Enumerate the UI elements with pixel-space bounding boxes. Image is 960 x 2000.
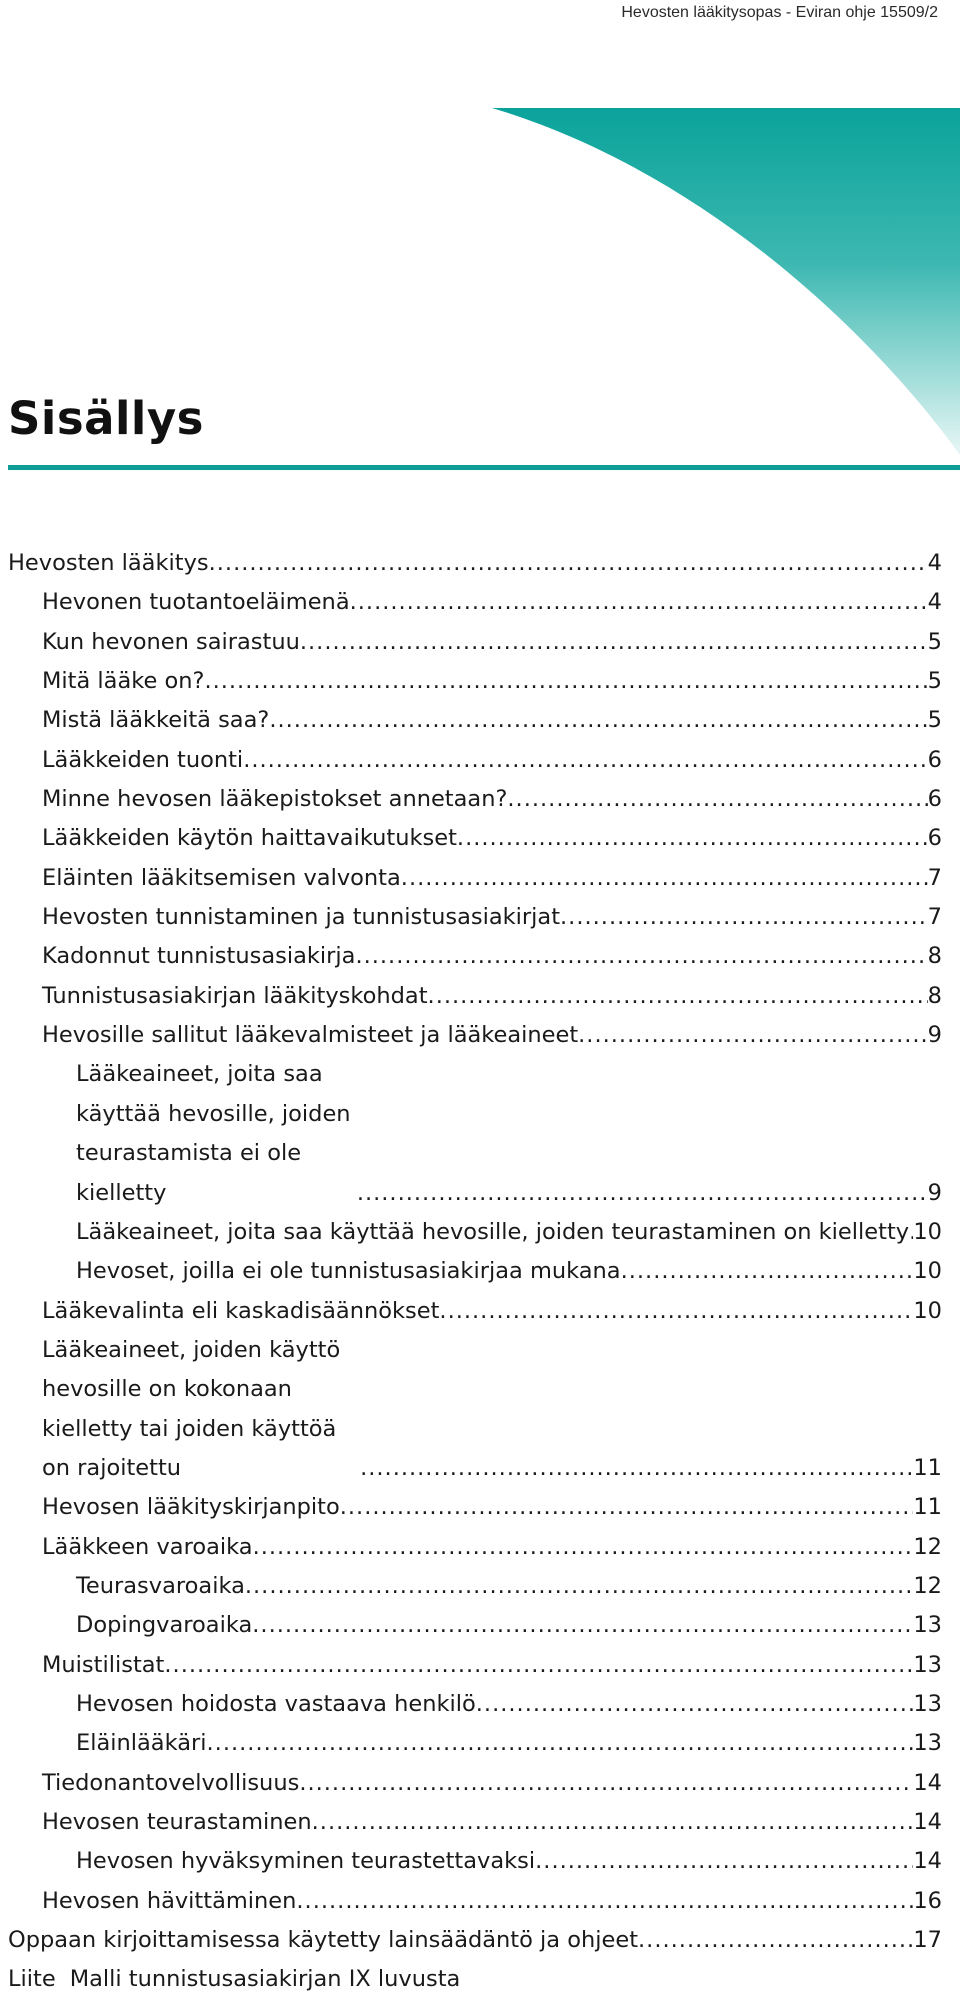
toc-entry-page: 13 <box>913 1612 942 1639</box>
toc-entry-label: Hevosille sallitut lääkevalmisteet ja lääkeaineet <box>42 1022 579 1049</box>
toc-entry[interactable] <box>8 1055 942 1212</box>
appendix-label: Liite <box>8 1966 56 1993</box>
toc-entry-label: Oppaan kirjoittamisessa käytetty lainsäädäntö ja ohjeet <box>8 1927 639 1954</box>
toc-entry-label: Hevosen lääkityskirjanpito <box>42 1494 340 1521</box>
dot-leader <box>269 701 927 740</box>
toc-entry-page: 5 <box>927 707 942 734</box>
dot-leader <box>300 623 928 662</box>
toc-entry[interactable] <box>8 780 942 819</box>
toc-entry-label: Mitä lääke on? <box>42 668 205 695</box>
toc-entry[interactable] <box>8 1921 942 1960</box>
toc-entry-page: 11 <box>913 1454 942 1481</box>
dot-leader <box>252 1606 913 1645</box>
toc-entry[interactable] <box>8 937 942 976</box>
toc-entry-label: Lääkeaineet, joita saa käyttää hevosille, joiden teurastamista ei ole kielletty <box>76 1061 351 1206</box>
toc-entry-label: Muistilistat <box>42 1651 165 1678</box>
table-of-contents <box>8 544 942 2000</box>
toc-entry-label: Hevosten tunnistaminen ja tunnistusasiakirjat <box>42 904 561 931</box>
toc-entry-label: Dopingvaroaika <box>76 1612 253 1639</box>
dot-leader <box>401 859 928 898</box>
dot-leader <box>207 1724 914 1763</box>
toc-entry-label: Tiedonantovelvollisuus <box>42 1769 300 1796</box>
toc-entry[interactable] <box>8 1292 942 1331</box>
toc-entry-page: 8 <box>927 943 942 970</box>
toc-entry[interactable] <box>8 1842 942 1881</box>
dot-leader <box>428 977 928 1016</box>
toc-entry[interactable] <box>8 1567 942 1606</box>
toc-entry[interactable] <box>8 1331 942 1488</box>
toc-entry-label: Tunnistusasiakirjan lääkityskohdat <box>42 982 428 1009</box>
toc-entry-page: 10 <box>913 1297 942 1324</box>
toc-entry-page: 4 <box>927 589 942 616</box>
dot-leader <box>164 1646 913 1685</box>
toc-entry-page: 9 <box>927 1022 942 1049</box>
dot-leader <box>360 1449 913 1488</box>
dot-leader <box>357 1174 928 1213</box>
toc-entry-page: 5 <box>927 668 942 695</box>
page-title: Sisällys <box>8 392 204 445</box>
dot-leader <box>578 1016 928 1055</box>
dot-leader <box>507 780 927 819</box>
toc-entry-page: 14 <box>913 1769 942 1796</box>
toc-entry-label: Lääkeaineet, joiden käyttö hevosille on kokonaan kielletty tai joiden käyttöä on rajoitettu <box>42 1336 341 1481</box>
dot-leader <box>638 1921 913 1960</box>
toc-entry[interactable] <box>8 544 942 583</box>
toc-entry-page: 10 <box>913 1258 942 1285</box>
toc-entry-page: 13 <box>913 1730 942 1757</box>
toc-entry-page: 7 <box>927 864 942 891</box>
toc-entry-label: Eläinlääkäri <box>76 1730 207 1757</box>
toc-entry-label: Hevoset, joilla ei ole tunnistusasiakirjaa mukana <box>76 1258 621 1285</box>
toc-entry-page: 16 <box>913 1887 942 1914</box>
toc-entry-label: Eläinten lääkitsemisen valvonta <box>42 864 401 891</box>
toc-entry[interactable] <box>8 1213 942 1252</box>
toc-entry-label: Hevonen tuotantoeläimenä <box>42 589 350 616</box>
dot-leader <box>355 937 927 976</box>
toc-entry-page: 5 <box>927 628 942 655</box>
dot-leader <box>209 544 928 583</box>
toc-entry-page: 11 <box>913 1494 942 1521</box>
toc-entry[interactable] <box>8 741 942 780</box>
dot-leader <box>299 1764 913 1803</box>
toc-entry-label: Lääkeaineet, joita saa käyttää hevosille, joiden teurastaminen on kielletty <box>76 1218 910 1245</box>
dot-leader <box>204 662 927 701</box>
dot-leader <box>340 1488 914 1527</box>
toc-entry-label: Lääkkeen varoaika <box>42 1533 253 1560</box>
toc-entry[interactable] <box>8 898 942 937</box>
toc-entry[interactable] <box>8 1606 942 1645</box>
toc-entry-page: 13 <box>913 1651 942 1678</box>
toc-entry-page: 7 <box>927 904 942 931</box>
dot-leader <box>457 819 928 858</box>
toc-entry[interactable] <box>8 1803 942 1842</box>
toc-entry[interactable] <box>8 623 942 662</box>
toc-entry-page: 14 <box>913 1848 942 1875</box>
title-underline <box>8 465 960 470</box>
toc-entry-label: Hevosen hyväksyminen teurastettavaksi <box>76 1848 536 1875</box>
toc-entry-label: Lääkkeiden käytön haittavaikutukset <box>42 825 457 852</box>
toc-entry-label: Mistä lääkkeitä saa? <box>42 707 270 734</box>
dot-leader <box>312 1803 914 1842</box>
appendix-entry[interactable] <box>8 1960 942 1999</box>
toc-entry-page: 6 <box>927 825 942 852</box>
swoosh-shape <box>492 108 960 455</box>
toc-entry-page: 4 <box>927 550 942 576</box>
toc-entry-page: 8 <box>927 982 942 1009</box>
toc-entry-page: 13 <box>913 1690 942 1717</box>
toc-entry-page: 14 <box>913 1809 942 1835</box>
dot-leader <box>476 1685 914 1724</box>
toc-entry-page: 6 <box>927 746 942 773</box>
toc-entry[interactable] <box>8 859 942 898</box>
toc-entry-label: Hevosen hoidosta vastaava henkilö <box>76 1690 476 1717</box>
toc-entry[interactable] <box>8 1016 942 1055</box>
toc-entry[interactable] <box>8 583 942 622</box>
dot-leader <box>296 1882 913 1921</box>
toc-entry-page: 6 <box>927 786 942 813</box>
toc-entry-page: 17 <box>913 1927 942 1954</box>
toc-entry-page: 12 <box>913 1533 942 1560</box>
toc-entry-label: Teurasvaroaika <box>76 1572 245 1599</box>
toc-entry-label: Hevosen hävittäminen <box>42 1887 297 1914</box>
toc-entry-label: Hevosten lääkitys <box>8 550 209 576</box>
running-header: Hevosten lääkitysopas - Eviran ohje 15509/2 <box>621 4 938 21</box>
toc-entry-label: Kun hevonen sairastuu <box>42 628 300 655</box>
dot-leader <box>535 1842 913 1881</box>
toc-entry-page: 9 <box>927 1179 942 1206</box>
toc-entry-page: 12 <box>913 1572 942 1599</box>
toc-entry[interactable] <box>8 1252 942 1291</box>
toc-entry[interactable] <box>8 701 942 740</box>
toc-entry[interactable] <box>8 1882 942 1921</box>
toc-entry[interactable] <box>8 977 942 1016</box>
dot-leader <box>350 583 928 622</box>
toc-entry[interactable] <box>8 662 942 701</box>
dot-leader <box>243 741 927 780</box>
toc-entry-label: Hevosen teurastaminen <box>42 1809 312 1835</box>
toc-entry-label: Lääkkeiden tuonti <box>42 746 244 773</box>
toc-entry-label: Minne hevosen lääkepistokset annetaan? <box>42 786 508 813</box>
toc-entry-page: 10 <box>913 1218 942 1245</box>
dot-leader <box>253 1528 914 1567</box>
toc-entry-label: Kadonnut tunnistusasiakirja <box>42 943 356 970</box>
toc-entry[interactable] <box>8 1646 942 1685</box>
dot-leader <box>439 1292 913 1331</box>
appendix-title: Malli tunnistusasiakirjan IX luvusta <box>69 1966 461 1993</box>
toc-entry[interactable] <box>8 1488 942 1527</box>
toc-entry[interactable] <box>8 1764 942 1803</box>
dot-leader <box>560 898 928 937</box>
dot-leader <box>245 1567 913 1606</box>
toc-entry[interactable] <box>8 1724 942 1763</box>
toc-entry[interactable] <box>8 1685 942 1724</box>
toc-entry[interactable] <box>8 819 942 858</box>
toc-entry[interactable] <box>8 1528 942 1567</box>
dot-leader <box>621 1252 914 1291</box>
toc-entry-label: Lääkevalinta eli kaskadisäännökset <box>42 1297 440 1324</box>
